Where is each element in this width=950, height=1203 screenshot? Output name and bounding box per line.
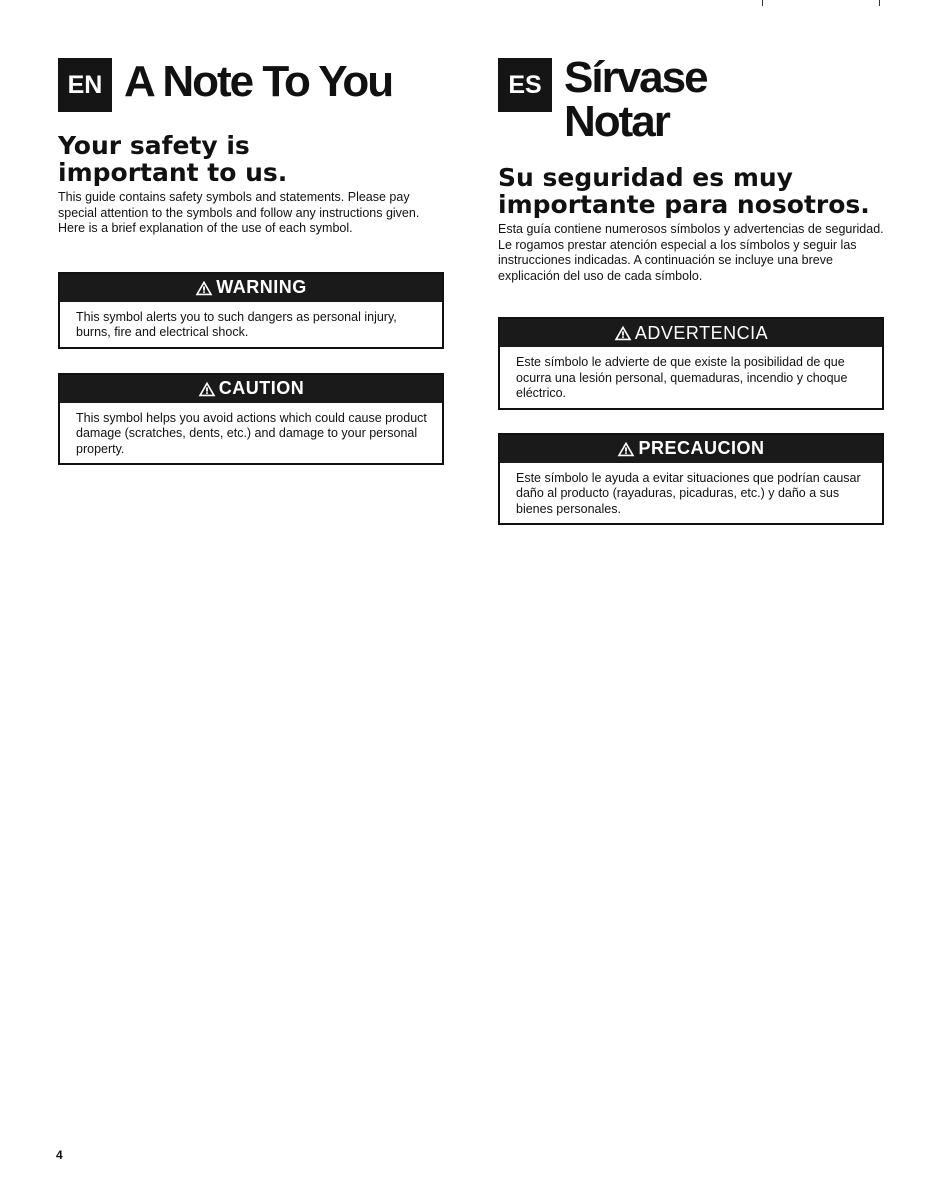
english-warning-box (58, 272, 444, 349)
spanish-caution-box (498, 433, 884, 526)
english-title-row (58, 52, 448, 112)
spanish-column (498, 52, 888, 525)
spanish-caution-header (500, 435, 882, 463)
english-warning-header (60, 274, 442, 302)
warning-triangle-icon (198, 381, 216, 397)
spanish-warning-header (500, 319, 882, 347)
spanish-caution-text: Este símbolo le ayuda a evitar situaciones que podrían causar daño al producto (rayaduras, picaduras, etc.) y daño a sus bienes personales. (516, 470, 861, 516)
spanish-intro-text: Esta guía contiene numerosos símbolos y advertencias de seguridad. Le rogamos prestar atención especial a los símbolos y seguir las instrucciones indicadas. A continuación se incluye una breve explicación del uso de cada símbolo. (498, 222, 884, 283)
english-column (58, 52, 448, 465)
spanish-page-title-line2: Notar (564, 97, 669, 146)
english-safety-heading (58, 132, 448, 186)
spanish-safety-heading-line1: Su seguridad es muy (498, 163, 793, 192)
warning-triangle-icon (614, 325, 632, 341)
spanish-warning-box (498, 317, 884, 410)
english-caution-label: CAUTION (218, 378, 305, 398)
spanish-warning-text: Este símbolo le advierte de que existe la posibilidad de que ocurra una lesión personal, quemaduras, incendio y choque eléctrico. (516, 355, 848, 400)
spanish-safety-heading (498, 164, 888, 218)
english-caution-text: This symbol helps you avoid actions which could cause product damage (scratches, dents, etc.) and damage to your personal property. (76, 410, 427, 456)
english-intro-text: This guide contains safety symbols and statements. Please pay special attention to the symbols and follow any instructions given. Here is a brief explanation of the use of each symbol. (58, 190, 420, 235)
top-edge-tick-right (879, 0, 880, 6)
english-page-title: A Note To You (124, 57, 393, 106)
spanish-caution-label: PRECAUCION (638, 438, 765, 458)
english-caution-box (58, 373, 444, 466)
english-language-badge: EN (58, 58, 112, 112)
english-safety-heading-line2: important to us. (58, 158, 288, 187)
warning-triangle-icon (195, 280, 213, 296)
top-edge-tick-left (762, 0, 763, 6)
english-warning-label: WARNING (216, 277, 307, 297)
english-caution-header (60, 375, 442, 403)
spanish-page-title (564, 53, 707, 146)
english-safety-heading-line1: Your safety is (58, 131, 250, 160)
spanish-safety-heading-line2: importante para nosotros. (498, 190, 870, 219)
english-warning-text: This symbol alerts you to such dangers as personal injury, burns, fire and electrical shock. (76, 309, 397, 339)
spanish-title-row (498, 52, 888, 144)
spanish-warning-label: ADVERTENCIA (634, 322, 769, 343)
spanish-language-badge: ES (498, 58, 552, 112)
spanish-page-title-line1: Sírvase (564, 53, 707, 102)
warning-triangle-icon (617, 441, 635, 457)
page-number: 4 (56, 1148, 63, 1162)
